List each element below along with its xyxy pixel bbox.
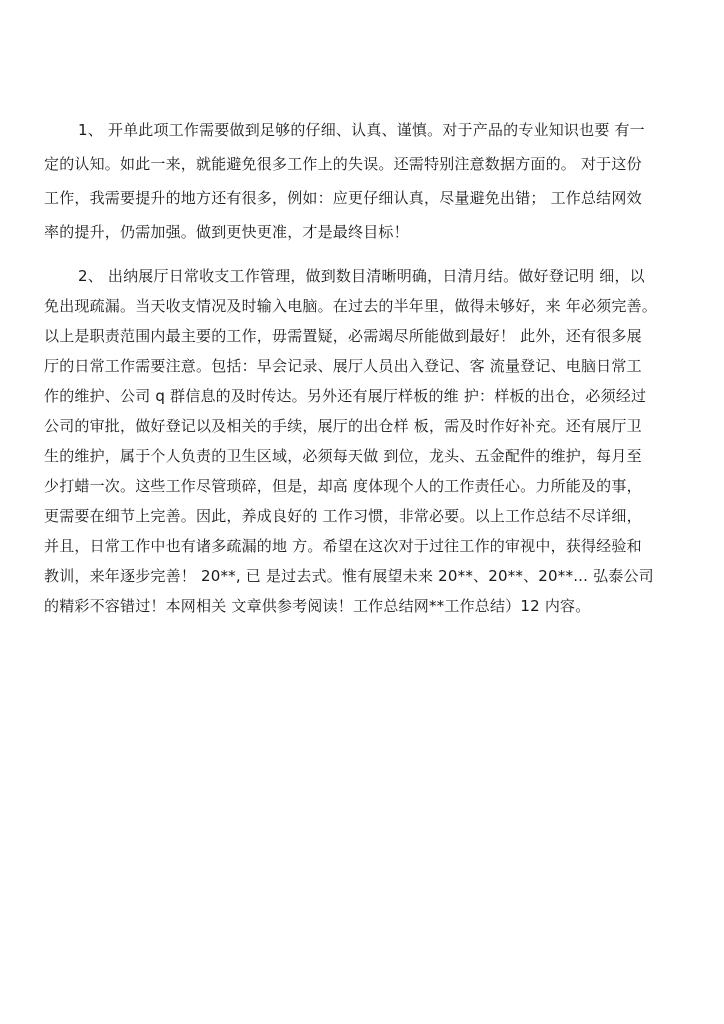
paragraph-2-line-10: 并且，日常工作中也有诸多疏漏的地 方。希望在这次对于过往工作的审视中，获得经验和 [44, 537, 642, 555]
paragraph-2-line-4: 厅的日常工作需要注意。包括：早会记录、展厅人员出入登记、客 流量登记、电脑日常工 [44, 357, 642, 375]
paragraph-2-line-12: 的精彩不容错过！本网相关 文章供参考阅读！工作总结网**工作总结）12 内容。 [44, 597, 591, 615]
paragraph-2-line-2: 免出现疏漏。当天收支情况及时输入电脑。在过去的半年里，做得未够好，来 年必须完善。 [44, 297, 657, 315]
paragraph-2-line-5: 作的维护、公司 q 群信息的及时传达。另外还有展厅样板的维 护：样板的出仓，必须经过 [44, 387, 647, 405]
paragraph-1-line-1: 1、 开单此项工作需要做到足够的仔细、认真、谨慎。对于产品的专业知识也要 有一 [78, 121, 645, 139]
paragraph-2-line-6: 公司的审批，做好登记以及相关的手续，展厅的出仓样 板，需及时作好补充。还有展厅卫 [44, 417, 642, 435]
paragraph-2-line-8: 少打蜡一次。这些工作尽管琐碎，但是，却高 度体现个人的工作责任心。力所能及的事， [44, 477, 642, 495]
paragraph-2-line-11: 教训，来年逐步完善！ 20**, 已 是过去式。惟有展望未来 20**、20**、20**... 弘泰公司 [44, 567, 654, 585]
paragraph-2-line-3: 以上是职责范围内最主要的工作，毋需置疑，必需竭尽所能做到最好！ 此外，还有很多展 [44, 327, 642, 345]
paragraph-1-line-4: 率的提升，仍需加强。做到更快更准，才是最终目标！ [44, 223, 409, 241]
paragraph-2-line-1: 2、 出纳展厅日常收支工作管理，做到数目清晰明确，日清月结。做好登记明 细，以 [78, 267, 645, 285]
paragraph-1-line-3: 工作，我需要提升的地方还有很多，例如：应更仔细认真，尽量避免出错； 工作总结网效 [44, 189, 642, 207]
paragraph-2-line-9: 更需要在细节上完善。因此，养成良好的 工作习惯，非常必要。以上工作总结不尽详细， [44, 507, 642, 525]
paragraph-2-line-7: 生的维护，属于个人负责的卫生区域，必须每天做 到位，龙头、五金配件的维护，每月至 [44, 447, 642, 465]
paragraph-1-line-2: 定的认知。如此一来，就能避免很多工作上的失误。还需特别注意数据方面的。 对于这份 [44, 155, 642, 173]
